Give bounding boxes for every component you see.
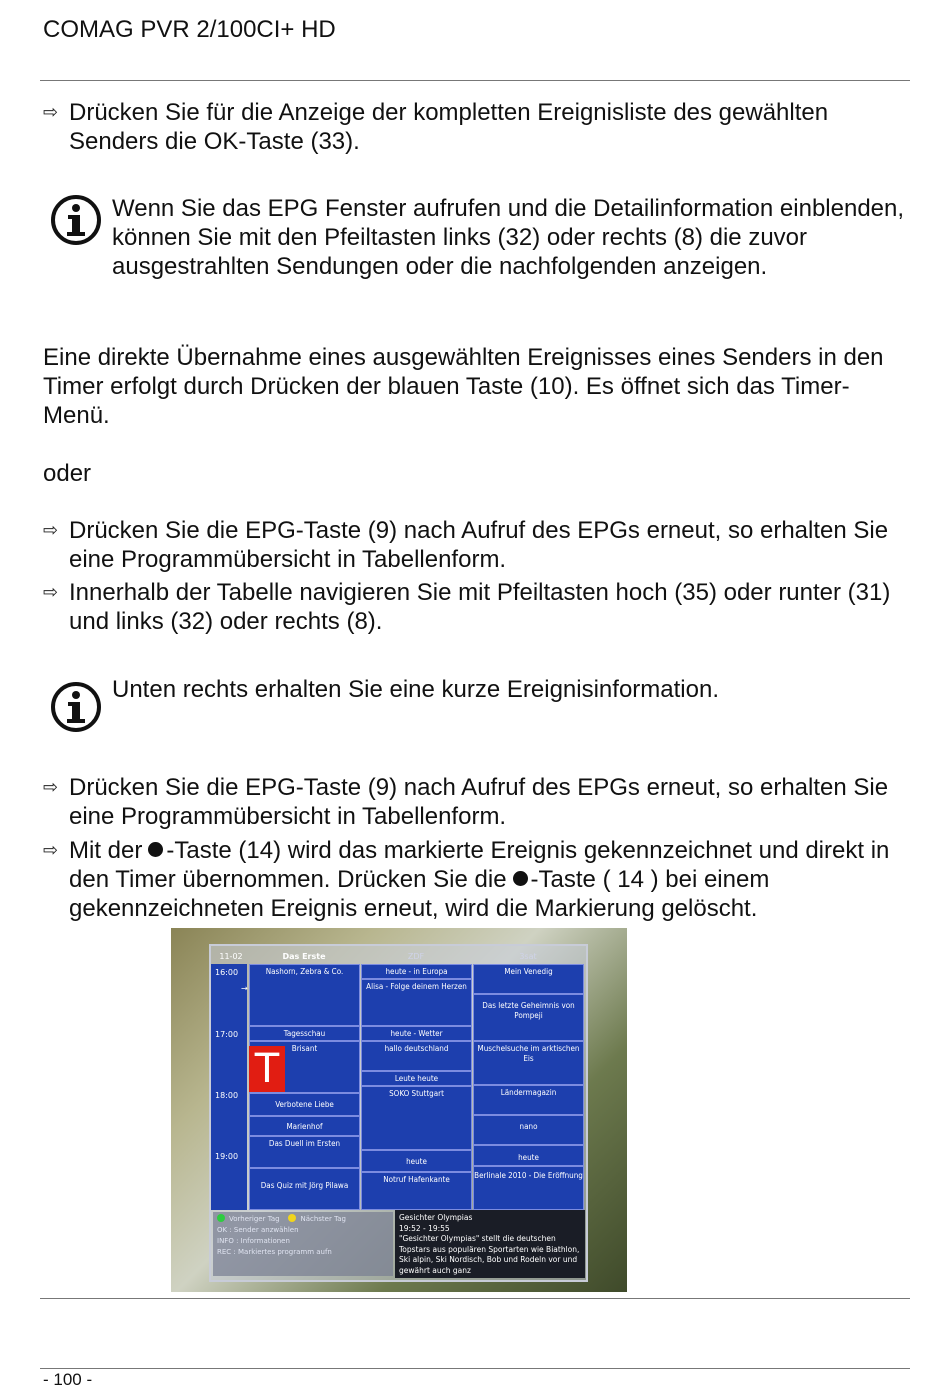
time-label: 18:00	[215, 1091, 239, 1100]
time-label: 17:00	[215, 1030, 239, 1039]
epg-event[interactable]: Tagesschau	[249, 1026, 360, 1041]
epg-event[interactable]: Alisa - Folge deinem Herzen	[361, 979, 472, 1026]
epg-event[interactable]: nano	[473, 1115, 584, 1145]
epg-event[interactable]: heute	[473, 1145, 584, 1166]
epg-event[interactable]: heute - in Europa	[361, 964, 472, 979]
epg-event[interactable]: Das letzte Geheimnis von Pompeji	[473, 994, 584, 1041]
epg-event[interactable]: Nashorn, Zebra & Co.	[249, 964, 360, 1026]
header-title: COMAG PVR 2/100CI+ HD	[43, 16, 336, 43]
footer-rule	[40, 1368, 910, 1369]
paragraph-oder: oder	[43, 460, 92, 487]
epg-event[interactable]: Das Duell im Ersten	[249, 1136, 360, 1168]
epg-event[interactable]: Berlinale 2010 - Die Eröffnung	[473, 1166, 584, 1210]
bullet-navigate: ⇨ Innerhalb der Tabelle navigieren Sie mit Pfeiltasten hoch (35) oder runter (31) und links (32) oder rechts (8).	[43, 579, 891, 635]
epg-event[interactable]: SOKO Stuttgart	[361, 1086, 472, 1150]
epg-event[interactable]: Marienhof	[249, 1116, 360, 1136]
epg-event[interactable]: hallo deutschland	[361, 1041, 472, 1071]
time-label: 19:00	[215, 1152, 239, 1161]
epg-screenshot	[171, 928, 627, 1292]
epg-event-info: Gesichter Olympias 19:52 - 19:55 "Gesichter Olympias" stellt die deutschen Topstars aus populären Sportarten wie Biathlon, Ski alpin, Ski Nordisch, Bob und Rodeln vor und gewährt auch ganz	[395, 1210, 585, 1278]
epg-event[interactable]: Leute heute	[361, 1071, 472, 1086]
arrow-right-icon: ⇨	[43, 840, 59, 860]
bullet-epg-key: ⇨ Drücken Sie die EPG-Taste (9) nach Aufruf des EPGs erneut, so erhalten Sie eine Programmübersicht in Tabellenform.	[43, 517, 889, 573]
bullet-ok-key: ⇨ Drücken Sie für die Anzeige der kompletten Ereignisliste des gewählten Senders die OK-Taste (33).	[43, 99, 829, 155]
header-rule	[40, 80, 910, 81]
info-note-2: Unten rechts erhalten Sie eine kurze Ereignisinformation.	[50, 675, 910, 740]
green-key-icon	[217, 1214, 225, 1222]
page-number: - 100 -	[43, 1370, 93, 1389]
epg-event[interactable]: Das Quiz mit Jörg Pilawa	[249, 1168, 360, 1210]
arrow-right-icon: ⇨	[43, 102, 59, 122]
epg-legend: Vorheriger Tag Nächster Tag OK : Sender anzwählen INFO : Informationen REC : Markiertes programm aufn	[213, 1212, 393, 1276]
timer-mark-icon: T	[249, 1046, 285, 1092]
arrow-right-icon: →	[241, 984, 248, 993]
record-dot-icon	[513, 871, 528, 886]
epg-event[interactable]: Brisant	[249, 1041, 360, 1093]
epg-event[interactable]: heute	[361, 1150, 472, 1172]
footer-rule-top	[40, 1298, 910, 1299]
info-note-1: Wenn Sie das EPG Fenster aufrufen und die Detailinformation einblenden, können Sie mit den Pfeiltasten links (32) oder rechts (8) die zuvor ausgestrahlten Sendungen oder die nachfolgenden anzeigen.	[50, 194, 910, 281]
bullet-epg-key-2: ⇨ Drücken Sie die EPG-Taste (9) nach Aufruf des EPGs erneut, so erhalten Sie eine Programmübersicht in Tabellenform.	[43, 774, 889, 830]
yellow-key-icon	[288, 1214, 296, 1222]
epg-event[interactable]: Ländermagazin	[473, 1085, 584, 1115]
arrow-right-icon: ⇨	[43, 582, 59, 602]
time-label: 16:00	[215, 968, 239, 977]
arrow-right-icon: ⇨	[43, 520, 59, 540]
arrow-right-icon: ⇨	[43, 777, 59, 797]
epg-event[interactable]: heute - Wetter	[361, 1026, 472, 1041]
epg-event[interactable]: Notruf Hafenkante	[361, 1172, 472, 1210]
info-icon	[50, 675, 112, 740]
epg-event[interactable]: Verbotene Liebe	[249, 1093, 360, 1116]
record-dot-icon	[148, 842, 163, 857]
channel-header: Das Erste	[282, 952, 326, 961]
channel-header: ZDF	[407, 952, 425, 961]
epg-grid	[209, 944, 588, 1282]
channel-header: 3sat	[519, 952, 537, 961]
bullet-record-key: ⇨ Mit der -Taste (14) wird das markierte Ereignis gekennzeichnet und direkt in den Timer übernommen. Drücken Sie die -Taste ( 14 ) bei einem gekennzeichneten Ereignis erneut, wird die Markierung gelöscht.	[43, 837, 890, 922]
paragraph-timer: Eine direkte Übernahme eines ausgewählten Ereignisses eines Senders in den Timer erfolgt durch Drücken der blauen Taste (10). Es öffnet sich das Timer-Menü.	[43, 344, 884, 429]
epg-event[interactable]: Mein Venedig	[473, 964, 584, 994]
info-icon	[50, 194, 112, 281]
epg-date: 11-02	[219, 952, 243, 961]
epg-event[interactable]: Muschelsuche im arktischen Eis	[473, 1041, 584, 1085]
time-column	[211, 964, 247, 1210]
